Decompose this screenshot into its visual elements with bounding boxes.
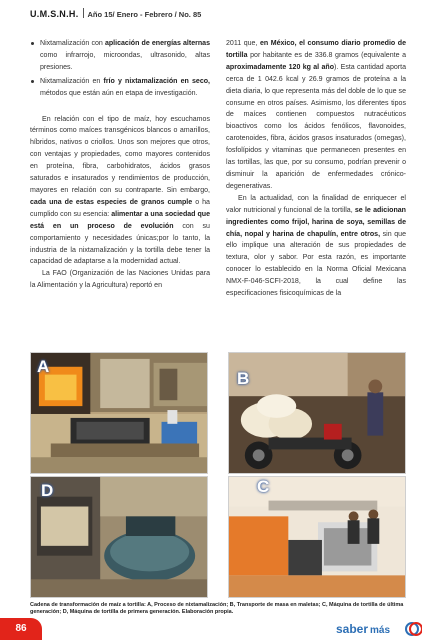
issue-info: Año 15/ Enero - Febrero / No. 85 bbox=[87, 10, 202, 19]
photo-nixtamalization bbox=[30, 352, 208, 474]
svg-text:más: más bbox=[370, 625, 391, 636]
nixtamalization-scene-image bbox=[31, 353, 207, 473]
photo-label-b: B bbox=[237, 369, 250, 388]
photo-label-d: D bbox=[41, 481, 54, 500]
bullet-item: Nixtamalización en frío y nixtamalización en seco, métodos que están aún en etapa de investigación. bbox=[30, 76, 210, 100]
photo-label-a: A bbox=[37, 357, 50, 376]
photo-dough-transport bbox=[228, 352, 406, 474]
svg-text:saber: saber bbox=[336, 622, 369, 636]
photo-label-c: C bbox=[257, 477, 270, 496]
photo-latest-gen-machine bbox=[228, 476, 406, 598]
photo-grid bbox=[30, 352, 406, 598]
bullet-item: Nixtamalización con aplicación de energías alternas como infrarrojo, microondas, ultrasonido, altas presiones. bbox=[30, 38, 210, 74]
running-header bbox=[30, 6, 406, 22]
header-divider bbox=[83, 8, 84, 18]
dough-transport-scene-image bbox=[229, 353, 405, 473]
sabermas-logo-icon bbox=[336, 620, 422, 638]
figure-caption: Cadena de transformación de maíz a tortilla: A, Proceso de nixtamalización; B, Transporte de masa en maletas; C, Máquina de tortilla de última generación; D, Máquina de tortilla de primera generación. Elaboración propia. bbox=[30, 602, 404, 616]
photo-first-gen-machine bbox=[30, 476, 208, 598]
journal-name: U.M.S.N.H. bbox=[30, 9, 79, 19]
bullet-icon bbox=[31, 42, 34, 45]
body-paragraph: En la actualidad, con la finalidad de enriquecer el valor nutricional y funcional de la tortilla, se le adicionan ingredientes como frijol, harina de soya, semillas de chía, nopal y harina de chapulín, entre otros, sin que ello implique una alteración de sus propiedades de textura, olor y sabor. Por esta razón, es importante conocer lo establecido en la Norma Oficial Mexicana NMX-F-046-SCFI-2018, la cual define las especificaciones fisicoquímicas de la bbox=[226, 194, 406, 298]
left-column bbox=[30, 38, 210, 292]
body-paragraph: 2011 que, en México, el consumo diario promedio de tortilla por habitante es de 336.8 gramos (equivalente a aproximadamente 120 kg al año). Esta cantidad aporta cerca de 1 042.6 kcal y 26.9 gramos de proteína a la dieta diaria, lo que representa más del doble de lo que se consume en otros países. Asimismo, los diferentes tipos de maíces contienen compuestos nutracéuticos bioactivos como los ácidos fenólicos, flavonoides, carotenoides, fibra, ácidos grasos insaturados (omegas), fosfolípidos y vitaminas que permanecen presentes en las tortillas, las que, por su consumo, podrían prevenir o disminuir la aparición de enfermedades crónico-degenerativas. bbox=[226, 40, 407, 190]
paragraph-gap bbox=[30, 102, 210, 114]
right-column bbox=[226, 38, 406, 300]
latest-gen-machine-image bbox=[229, 477, 405, 597]
body-paragraph: En relación con el tipo de maíz, hoy escuchamos términos como maíces transgénicos blancos o amarillos, híbridos, nativos o criollos. Unos son mejores que otros, con ventajas y propiedades, como mayores contenidos en proteína, fibra, carbohidratos, ácidos grasos saturados e insaturados y rendimientos de producción, mayores en relación con su contraparte. Sin embargo, cada una de estas especies de granos cumple o ha cumplido con su esencia: alimentar a una sociedad que está en un proceso de evolución con su comportamiento y necesidades únicas;por lo tanto, la industria de la nixtamalización y la tortilla debe tener la capacidad de adaptarse a la modernidad actual. bbox=[30, 115, 210, 266]
body-paragraph: La FAO (Organización de las Naciones Unidas para la Alimentación y la Agricultura) reportó en bbox=[30, 270, 210, 290]
page-number: 86 bbox=[0, 618, 42, 640]
bullet-list bbox=[30, 38, 210, 100]
sabermas-logo bbox=[336, 620, 422, 638]
bullet-icon bbox=[31, 80, 34, 83]
first-gen-machine-image bbox=[31, 477, 207, 597]
